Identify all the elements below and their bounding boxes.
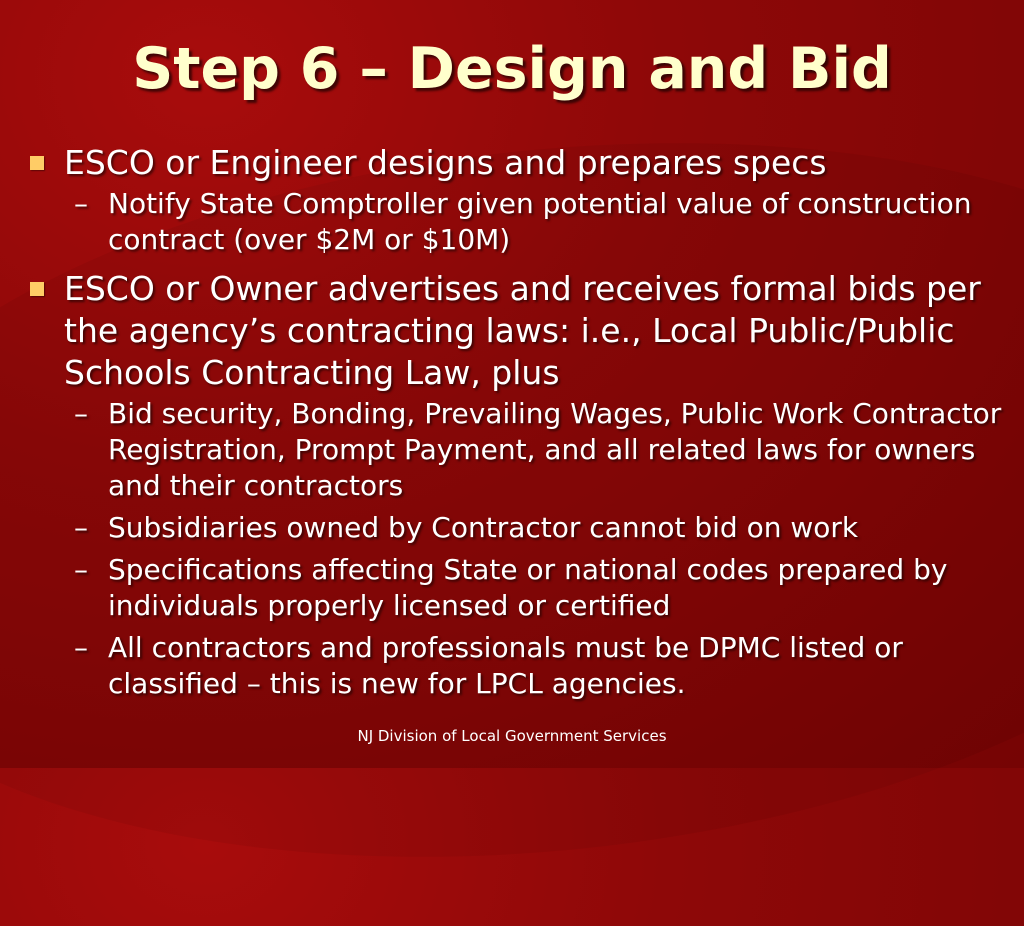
slide-title: Step 6 – Design and Bid [132,36,892,102]
sub-bullet-text: Bid security, Bonding, Prevailing Wages, Public Work Contractor Registration, Prompt Payment, and all related laws for owners and their contractors [108,397,1002,502]
bullet-text: ESCO or Engineer designs and prepares specs [64,143,827,182]
bullet-text: ESCO or Owner advertises and receives formal bids per the agency’s contracting laws: i.e., Local Public/Public Schools Contracting Law, plus [64,269,981,392]
sub-bullet-text: Notify State Comptroller given potential value of construction contract (over $2M or $10M) [108,187,972,256]
sub-bullet-text: Subsidiaries owned by Contractor cannot bid on work [108,511,859,544]
dash-marker: – [74,631,88,664]
sub-bullet-text: All contractors and professionals must be DPMC listed or classified – this is new for LPCL agencies. [108,631,903,700]
square-bullet-icon [30,156,44,170]
sub-bullet-item [28,396,1013,504]
dash-marker: – [74,397,88,430]
slide-footer: NJ Division of Local Government Services [357,727,667,745]
sub-bullet-item [28,630,1013,702]
bullet-item-2 [28,268,1013,394]
bullet-item-1 [28,142,1013,184]
sub-bullet-item [28,510,1013,546]
sub-bullet-item [28,552,1013,624]
slide-content [28,142,1013,702]
dash-marker: – [74,511,88,544]
square-bullet-icon [30,282,44,296]
sub-bullet-item [28,186,1013,258]
dash-marker: – [74,553,88,586]
dash-marker: – [74,187,88,220]
sub-bullet-text: Specifications affecting State or national codes prepared by individuals properly licensed or certified [108,553,948,622]
